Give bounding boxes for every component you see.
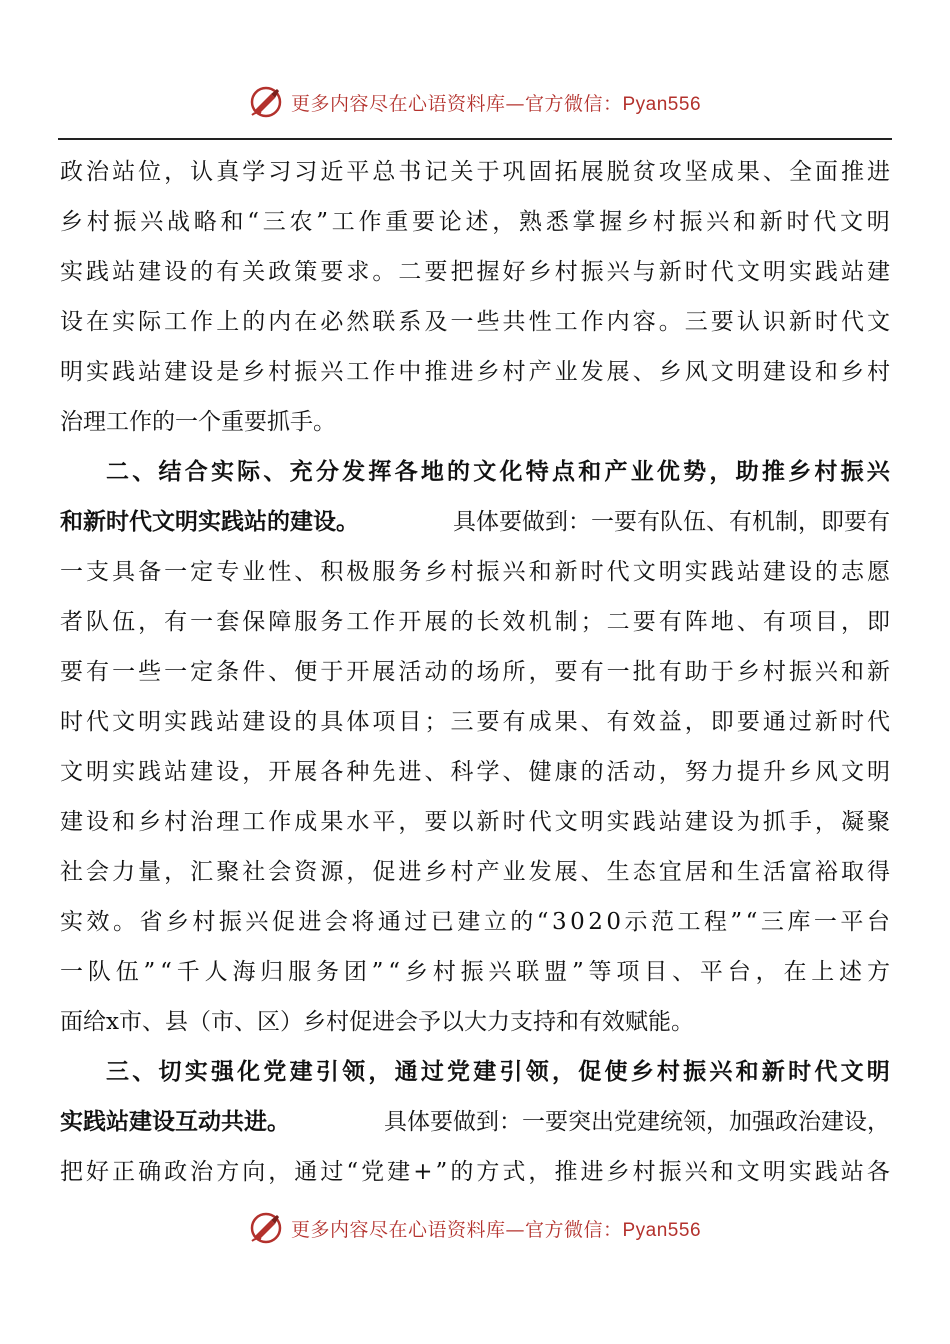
header-rule xyxy=(58,138,892,140)
watermark-text: 更多内容尽在心语资料库—官方微信：Pyan556 xyxy=(290,92,702,115)
wechat-id: Pyan556 xyxy=(622,93,702,115)
section-heading: 二 、 结 合 实 际 、 充 分 发 挥 各 地 的 文 化 特 点 和 产 业 优 势 ， 助 推 乡 村 振 兴 xyxy=(106,459,890,485)
wechat-id: Pyan556 xyxy=(622,1219,702,1241)
text-line: 要 有 一 些 一 定 条 件 、 便 于 开 展 活 动 的 场 所 ， 要 有 一 批 有 助 于 乡 村 振 兴 和 新 xyxy=(60,659,890,685)
text-line: 文 明 实 践 站 建 设 ， 开 展 各 种 先 进 、 科 学 、 健 康 的 活 动 ， 努 力 提 升 乡 风 文 明 xyxy=(60,759,890,785)
text-line: 建 设 和 乡 村 治 理 工 作 成 果 水 平 ， 要 以 新 时 代 文 明 实 践 站 建 设 为 抓 手 ， 凝 聚 xyxy=(60,809,890,835)
text-line: 实 效 。 省 乡 村 振 兴 促 进 会 将 通 过 已 建 立 的 “ 3 0 2 0 示 范 工 程 ” “ 三 库 一 平 台 xyxy=(60,909,890,935)
text-line: 时 代 文 明 实 践 站 建 设 的 具 体 项 目 ； 三 要 有 成 果 、 有 效 益 ， 即 要 通 过 新 时 代 xyxy=(60,709,890,735)
pen-nib-logo-icon xyxy=(249,1211,283,1245)
text-line: 社 会 力 量 ， 汇 聚 社 会 资 源 ， 促 进 乡 村 产 业 发 展 、 生 态 宜 居 和 生 活 富 裕 取 得 xyxy=(60,859,890,885)
section-heading-cont: 实践站建设互动共进。 xyxy=(60,1109,290,1135)
pen-nib-logo-icon xyxy=(249,85,283,119)
text-line: 者 队 伍 ， 有 一 套 保 障 服 务 工 作 开 展 的 长 效 机 制 ； 二 要 有 阵 地 、 有 项 目 ， 即 xyxy=(60,609,890,635)
text-line: 一 队 伍 ” “ 千 人 海 归 服 务 团 ” “ 乡 村 振 兴 联 盟 ” 等 项 目 、 平 台 ， 在 上 述 方 xyxy=(60,959,890,985)
text-line xyxy=(60,1097,890,1147)
text-line xyxy=(60,497,890,547)
text-line: 面给x市、县（市、区）乡村促进会予以大力支持和有效赋能。 xyxy=(60,1009,694,1035)
text-line: 一 支 具 备 一 定 专 业 性 、 积 极 服 务 乡 村 振 兴 和 新 时 代 文 明 实 践 站 建 设 的 志 愿 xyxy=(60,559,890,585)
section-heading-cont: 和新时代文明实践站的建设。 xyxy=(60,509,359,535)
watermark-text: 更多内容尽在心语资料库—官方微信：Pyan556 xyxy=(290,1218,702,1241)
text-line: 治理工作的一个重要抓手。 xyxy=(60,409,336,435)
document-body xyxy=(60,147,890,1197)
text-line: 明 实 践 站 建 设 是 乡 村 振 兴 工 作 中 推 进 乡 村 产 业 发 展 、 乡 风 文 明 建 设 和 乡 村 xyxy=(60,359,890,385)
header-watermark xyxy=(0,82,950,122)
footer-watermark xyxy=(0,1208,950,1248)
text-span: 具体要做到：一要有队伍、有机制，即要有 xyxy=(453,509,890,535)
section-heading: 三 、 切 实 强 化 党 建 引 领 ， 通 过 党 建 引 领 ， 促 使 乡 村 振 兴 和 新 时 代 文 明 xyxy=(106,1059,890,1085)
text-line: 把 好 正 确 政 治 方 向 ， 通 过 “ 党 建 + ” 的 方 式 ， 推 进 乡 村 振 兴 和 文 明 实 践 站 各 xyxy=(60,1159,890,1185)
text-line: 设 在 实 际 工 作 上 的 内 在 必 然 联 系 及 一 些 共 性 工 作 内 容 。 三 要 认 识 新 时 代 文 xyxy=(60,309,890,335)
text-line: 乡 村 振 兴 战 略 和 “ 三 农 ” 工 作 重 要 论 述 ， 熟 悉 掌 握 乡 村 振 兴 和 新 时 代 文 明 xyxy=(60,209,890,235)
text-span: 具体要做到：一要突出党建统领，加强政治建设， xyxy=(384,1109,890,1135)
text-line: 政 治 站 位 ， 认 真 学 习 习 近 平 总 书 记 关 于 巩 固 拓 展 脱 贫 攻 坚 成 果 、 全 面 推 进 xyxy=(60,159,890,185)
text-line: 实 践 站 建 设 的 有 关 政 策 要 求 。 二 要 把 握 好 乡 村 振 兴 与 新 时 代 文 明 实 践 站 建 xyxy=(60,259,890,285)
